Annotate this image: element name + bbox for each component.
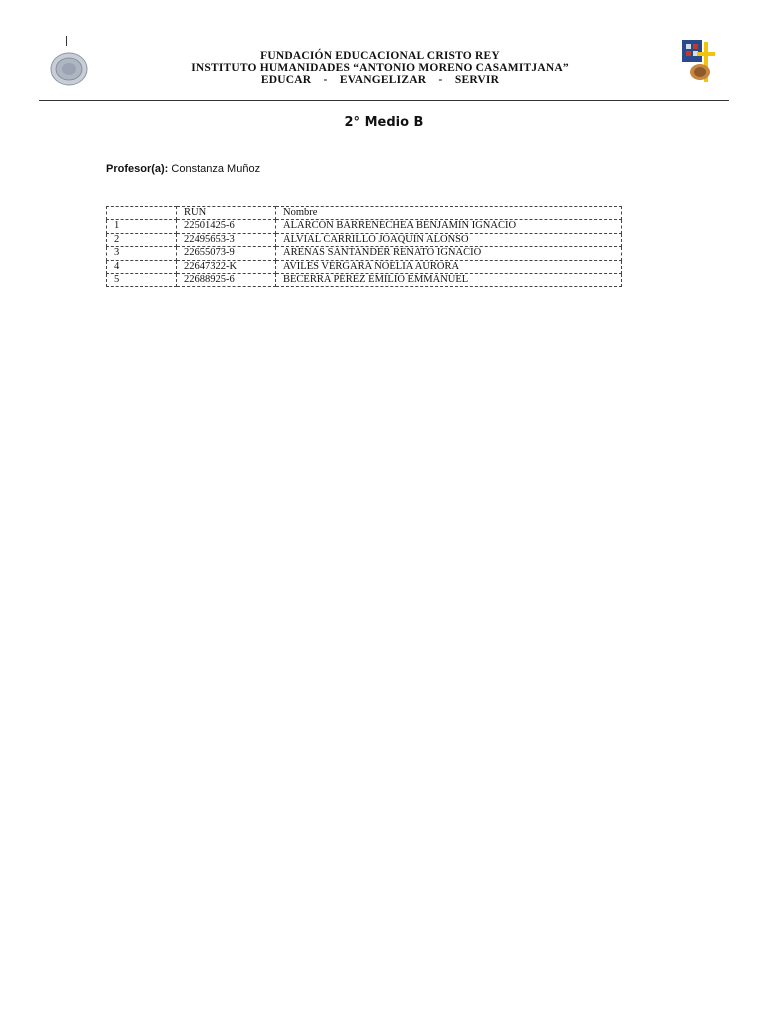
run-cell: 22501425-6 <box>177 220 276 233</box>
table-row <box>107 273 622 286</box>
teacher-name: Constanza Muñoz <box>171 163 261 175</box>
run-cell: 22647322-K <box>177 260 276 273</box>
institution-header <box>120 50 640 86</box>
row-number: 1 <box>107 220 177 233</box>
table-row <box>107 233 622 246</box>
header-number-cell <box>107 207 177 220</box>
table-row <box>107 220 622 233</box>
school-seal-icon <box>50 52 88 86</box>
row-number: 3 <box>107 247 177 260</box>
header-divider <box>39 100 729 101</box>
run-cell: 22655073-9 <box>177 247 276 260</box>
header-name-cell: Nombre <box>276 207 622 220</box>
motto: EDUCAR - EVANGELIZAR - SERVIR <box>260 74 500 86</box>
table-row <box>107 247 622 260</box>
header-run-cell: RUN <box>177 207 276 220</box>
name-cell: BECERRA PÉREZ EMILIO EMMANUEL <box>276 273 622 286</box>
teacher-label: Profesor(a): <box>106 163 169 175</box>
name-cell: ARENAS SANTANDER RENATO IGNACIO <box>276 247 622 260</box>
row-number: 5 <box>107 273 177 286</box>
table-row <box>107 260 622 273</box>
run-cell: 22495653-3 <box>177 233 276 246</box>
teacher-line <box>106 163 260 175</box>
row-number: 2 <box>107 233 177 246</box>
name-cell: ALARCÓN BARRENECHEA BENJAMÍN IGNACIO <box>276 220 622 233</box>
name-cell: ALVIAL CARRILLO JOAQUÍN ALONSO <box>276 233 622 246</box>
margin-mark <box>66 36 67 46</box>
institute-crest-icon <box>680 38 720 86</box>
name-cell: AVILÉS VERGARA NOELIA AURORA <box>276 260 622 273</box>
course-title: 2° Medio B <box>344 115 424 130</box>
run-cell: 22688925-6 <box>177 273 276 286</box>
row-number: 4 <box>107 260 177 273</box>
foundation-name: FUNDACIÓN EDUCACIONAL CRISTO REY <box>260 50 500 62</box>
student-table <box>106 206 622 287</box>
table-header-row <box>107 207 622 220</box>
institute-name: INSTITUTO HUMANIDADES “ANTONIO MORENO CASAMITJANA” <box>191 62 569 74</box>
